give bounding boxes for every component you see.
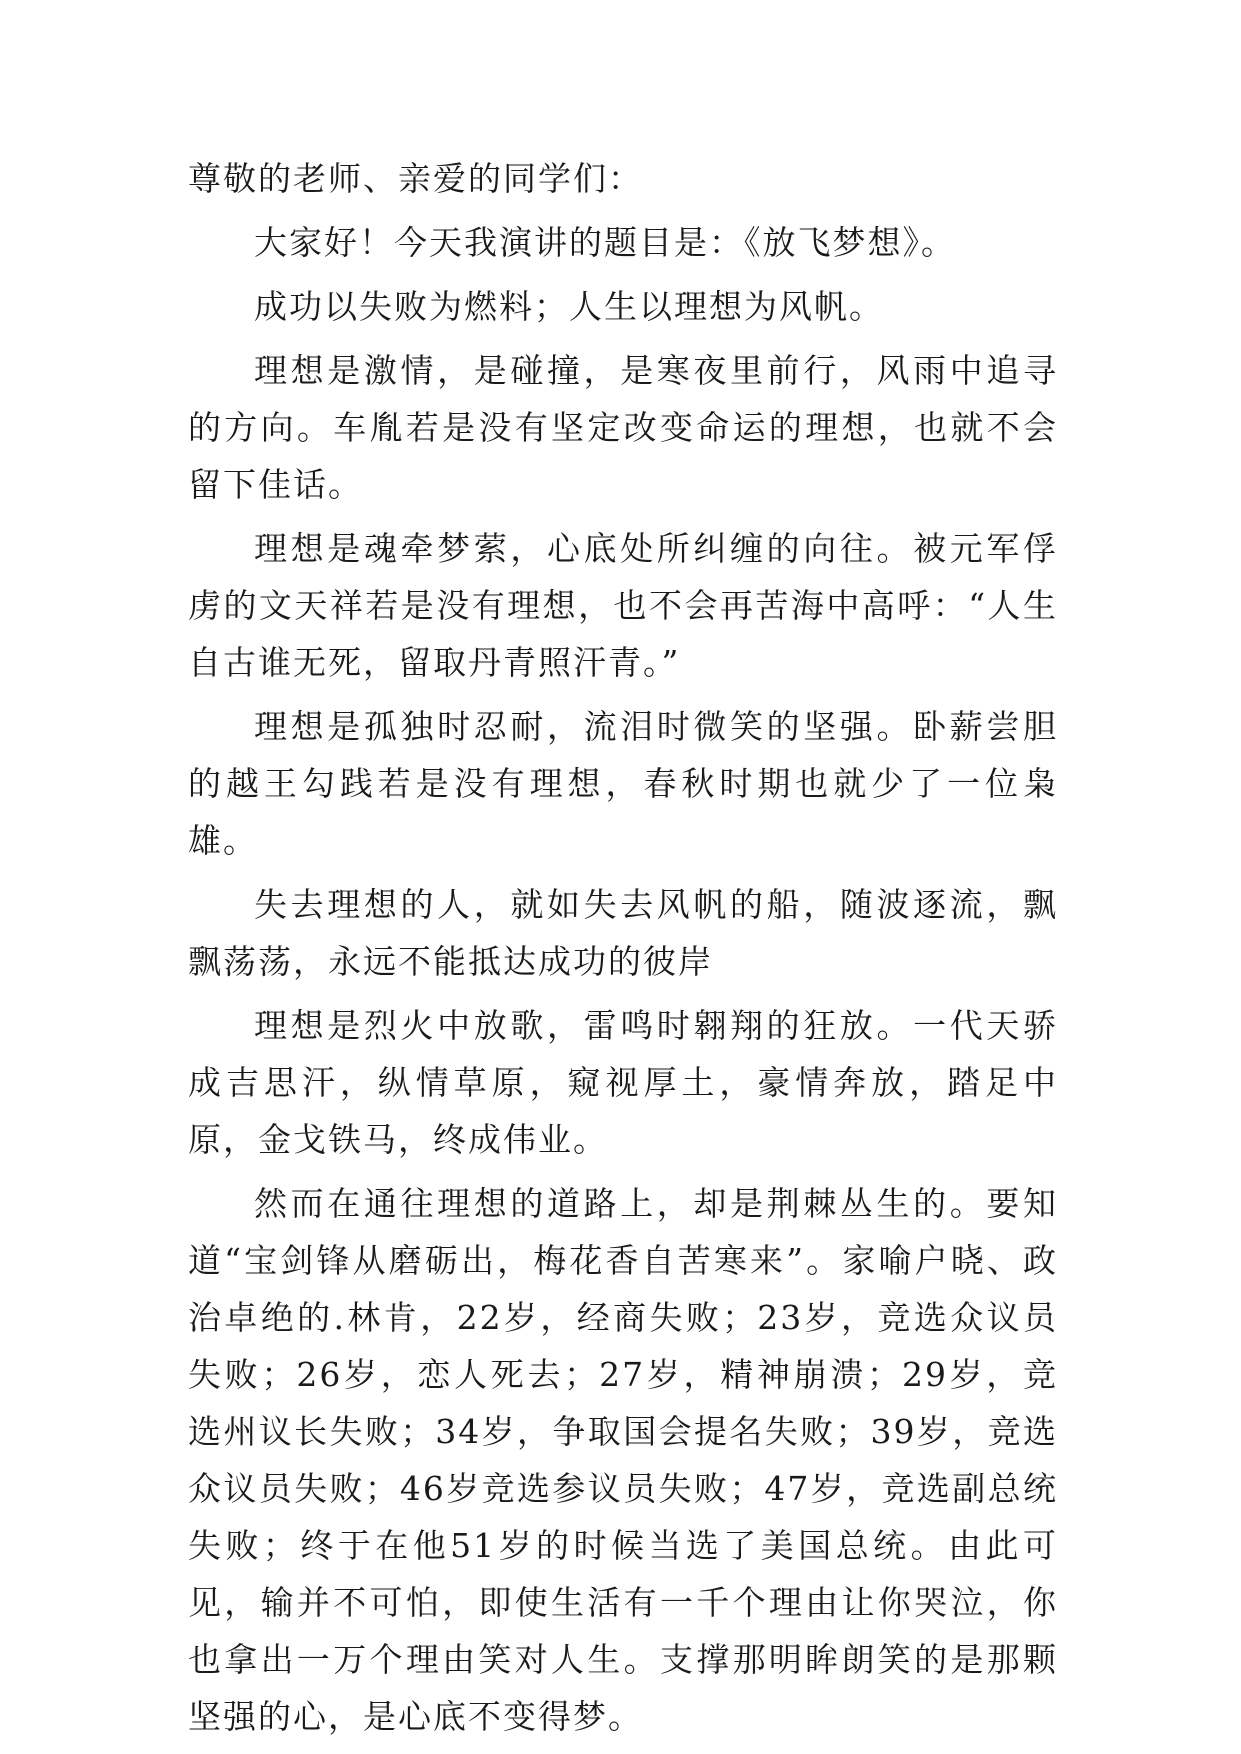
greeting: 尊敬的老师、亲爱的同学们： (188, 159, 643, 198)
paragraph-chejun: 理想是激情，是碰撞，是寒夜里前行，风雨中追寻的方向。车胤若是没有坚定改变命运的理想，也就不会留下佳话。 (188, 351, 1058, 504)
paragraph-thesis: 成功以失败为燃料；人生以理想为风帆。 (254, 287, 884, 326)
paragraph-genghis-khan: 理想是烈火中放歌，雷鸣时翱翔的狂放。一代天骄成吉思汗，纵情草原，窥视厚土，豪情奔放，踏足中原，金戈铁马，终成伟业。 (188, 1006, 1058, 1159)
document-body (188, 150, 1058, 1752)
paragraph-lost-ideal: 失去理想的人，就如失去风帆的船，随波逐流，飘飘荡荡，永远不能抵达成功的彼岸 (188, 885, 1058, 981)
paragraph-wentianxiang: 理想是魂牵梦萦，心底处所纠缠的向往。被元军俘虏的文天祥若是没有理想，也不会再苦海中高呼：“人生自古谁无死，留取丹青照汗青。” (188, 529, 1058, 682)
paragraph-goujian: 理想是孤独时忍耐，流泪时微笑的坚强。卧薪尝胆的越王勾践若是没有理想，春秋时期也就少了一位枭雄。 (188, 707, 1058, 860)
paragraph-opening: 大家好！今天我演讲的题目是：《放飞梦想》。 (254, 223, 956, 262)
paragraph-lincoln: 然而在通往理想的道路上，却是荆棘丛生的。要知道“宝剑锋从磨砺出，梅花香自苦寒来”。家喻户晓、政治卓绝的.林肯，22岁，经商失败；23岁，竞选众议员失败；26岁，恋人死去；27岁，精神崩溃；29岁，竞选州议长失败；34岁，争取国会提名失败；39岁，竞选众议员失败；46岁竞选参议员失败；47岁，竞选副总统失败；终于在他51岁的时候当选了美国总统。由此可见，输并不可怕，即使生活有一千个理由让你哭泣，你也拿出一万个理由笑对人生。支撑那明眸朗笑的是那颗坚强的心，是心底不变得梦。 (188, 1184, 1058, 1736)
